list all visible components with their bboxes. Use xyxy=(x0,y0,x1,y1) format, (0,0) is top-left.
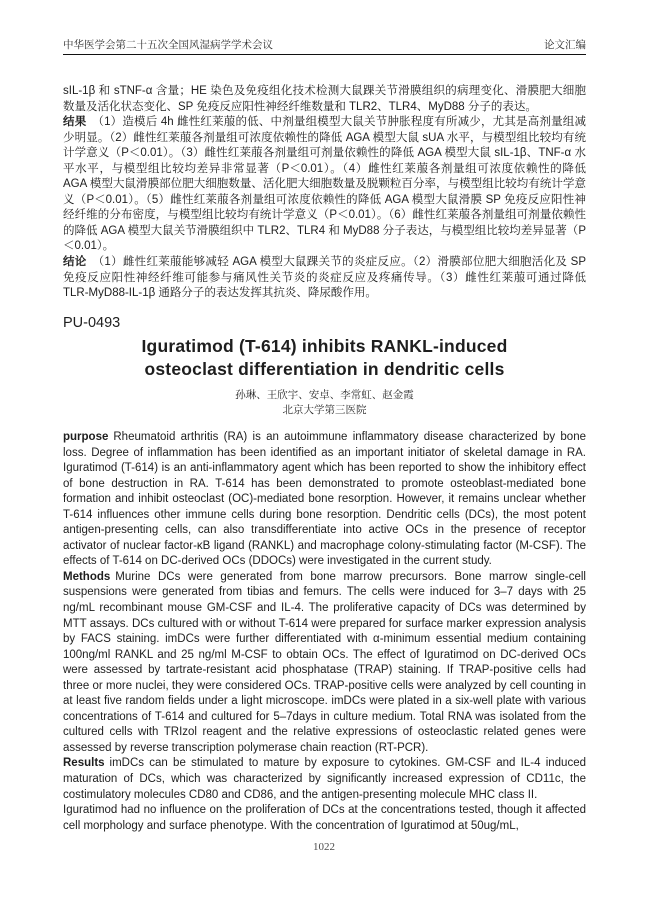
prev-abstract-methods-continuation xyxy=(63,84,586,115)
purpose-paragraph xyxy=(63,430,586,570)
abstract-affiliation: 北京大学第三医院 xyxy=(282,404,367,416)
methods-label: Methods xyxy=(63,570,111,583)
page-header xyxy=(63,38,586,55)
methods-text: Murine DCs were generated from bone marrow precursors. Bone marrow single-cell suspensions were generated from tibias and femurs. The cells were induced for 3–7 days with 25 ng/mL recombinant mouse GM-CSF and IL-4. The proliferative capacity of DCs was determined by MTT assays. DCs cultured with or without T-614 were prepared for surface marker expression analysis by FACS staining. imDCs were further differentiated with α-minimum essential medium containing 100ng/ml RANKL and 25 ng/ml M-CSF to obtain OCs. The effect of Iguratimod on DC-derived OCs were assessed by tartrate-resistant acid phosphatase (TRAP) staining. If TRAP-positive cells had three or more nuclei, they were considered OCs. TRAP-positive cells were analyzed by cell counting in at least five random fields under a light microscope. imDCs were plated in a six-well plate with various concentrations of T-614 and cultured for 5–7days in culture medium. Total RNA was isolated from the cultured cells with TRIzol reagent and the relative expressions of osteoclastic related genes were assessed by reverse transcription polymerase chain reaction (RT-PCR). xyxy=(63,570,586,754)
purpose-text: Rheumatoid arthritis (RA) is an autoimmune inflammatory disease characterized by bone loss. Degree of inflammation has been identified as an important initiator of skeletal damage in RA. Iguratimod (T-614) is an anti-inflammatory agent which has been reported to show the inhibitory effect of bone destruction in RA. T-614 has been demonstrated to promote osteoblast-mediated bone formation and inhibit osteoclast (OC)-mediated bone resorption. However, it remains unclear whether T-614 influences other immune cells during bone resorption. Dendritic cells (DCs), the most potent antigen-presenting cells, can also transdifferentiate into active OCs in the presence of receptor activator of nuclear factor-κB ligand (RANKL) and macrophage colony-stimulating factor (M-CSF). The effects of T-614 on DC-derived OCs (DDOCs) were investigated in the current study. xyxy=(63,431,586,568)
results-text: imDCs can be stimulated to mature by exposure to cytokines. GM-CSF and IL-4 induced maturation of DCs, which was characterized by significantly increased expression of CD11c, the costimulatory molecules CD80 and CD86, and the antigen-presenting molecule MHC class II. xyxy=(63,757,586,801)
abstract-heading xyxy=(63,314,586,418)
results-label: Results xyxy=(63,757,105,770)
methods-paragraph xyxy=(63,570,586,757)
abstract-id: PU-0493 xyxy=(63,315,121,331)
conclusion-text-cn: （1）雌性红莱菔能够减轻 AGA 模型大鼠踝关节的炎症反应。（2）滑膜部位肥大细胞活化及 SP 免疫反应阳性神经纤维可能参与痛风性关节炎的炎症反应及疼痛传导。（3）雌性红莱菔可通过降低 TLR-MyD88-IL-1β 通路分子的表达发挥其抗炎、降尿酸作用。 xyxy=(63,256,586,300)
results-continued-text: Iguratimod had no influence on the proliferation of DCs at the concentrations tested, though it affected cell morphology and surface phenotype. With the concentration of Iguratimod at 50ug/mL, xyxy=(63,804,586,832)
abstract-authors: 孙琳、王欣宇、安卓、李常虹、赵金霞 xyxy=(235,389,414,401)
results-text-cn: （1）造模后 4h 雌性红莱菔的低、中剂量组模型大鼠关节肿胀程度有所减少，尤其是高剂量组减少明显。（2）雌性红莱菔各剂量组可浓度依赖性的降低 AGA 模型大鼠 sUA 水平，与模型组比较均有统计学意义（P＜0.01）。（3）雌性红莱菔各剂量组可剂量依赖性的降低 AGA 模型大鼠 sIL-1β、TNF-α 水平水平，与模型组比较均差异非常显著（P＜0.01）。（4）雌性红莱菔各剂量组可浓度依赖性的降低 AGA 模型大鼠滑膜部位肥大细胞数量、活化肥大细胞数量及脱颗粒百分率，与模型组比较均有统计学意义（P＜0.01）。（5）雌性红莱菔各剂量组可浓度依赖性的降低 AGA 模型大鼠滑膜 SP 免疫反应阳性神经纤维的分布密度，与模型组比较均有统计学意义（P＜0.01）。（6）雌性红莱菔各剂量组可剂量依赖性的降低 AGA 模型大鼠关节滑膜组织中 TLR2、TLR4 和 MyD88 分子表达，与模型组比较均差异显著（P＜0.01）。 xyxy=(63,116,587,253)
prev-abstract-conclusion-paragraph xyxy=(63,255,586,302)
results-paragraph xyxy=(63,756,586,803)
header-volume-label: 论文汇编 xyxy=(544,39,586,51)
abstract-title xyxy=(63,335,586,381)
results-continued-paragraph xyxy=(63,803,586,834)
abstract-title-line1: Iguratimod (T-614) inhibits RANKL-induced xyxy=(141,336,508,356)
conclusion-label-cn: 结论 xyxy=(63,256,87,269)
header-conference-name: 中华医学会第二十五次全国风湿病学学术会议 xyxy=(63,39,273,51)
page-number: 1022 xyxy=(313,841,335,853)
abstract-body xyxy=(63,430,586,834)
prev-abstract-continuation-text: sIL-1β 和 sTNF-α 含量；HE 染色及免疫组化技术检测大鼠踝关节滑膜组织的病理变化、滑膜肥大细胞数量及活化状态变化、SP 免疫反应阳性神经纤维数量和 TLR2、TLR4、MyD88 分子的表达。 xyxy=(63,85,586,113)
abstract-title-line2: osteoclast differentiation in dendritic cells xyxy=(144,359,505,379)
purpose-label: purpose xyxy=(63,431,109,443)
results-label-cn: 结果 xyxy=(63,116,87,129)
previous-abstract-continuation xyxy=(63,84,586,302)
prev-abstract-results-paragraph xyxy=(63,115,586,255)
page-footer xyxy=(0,841,648,853)
